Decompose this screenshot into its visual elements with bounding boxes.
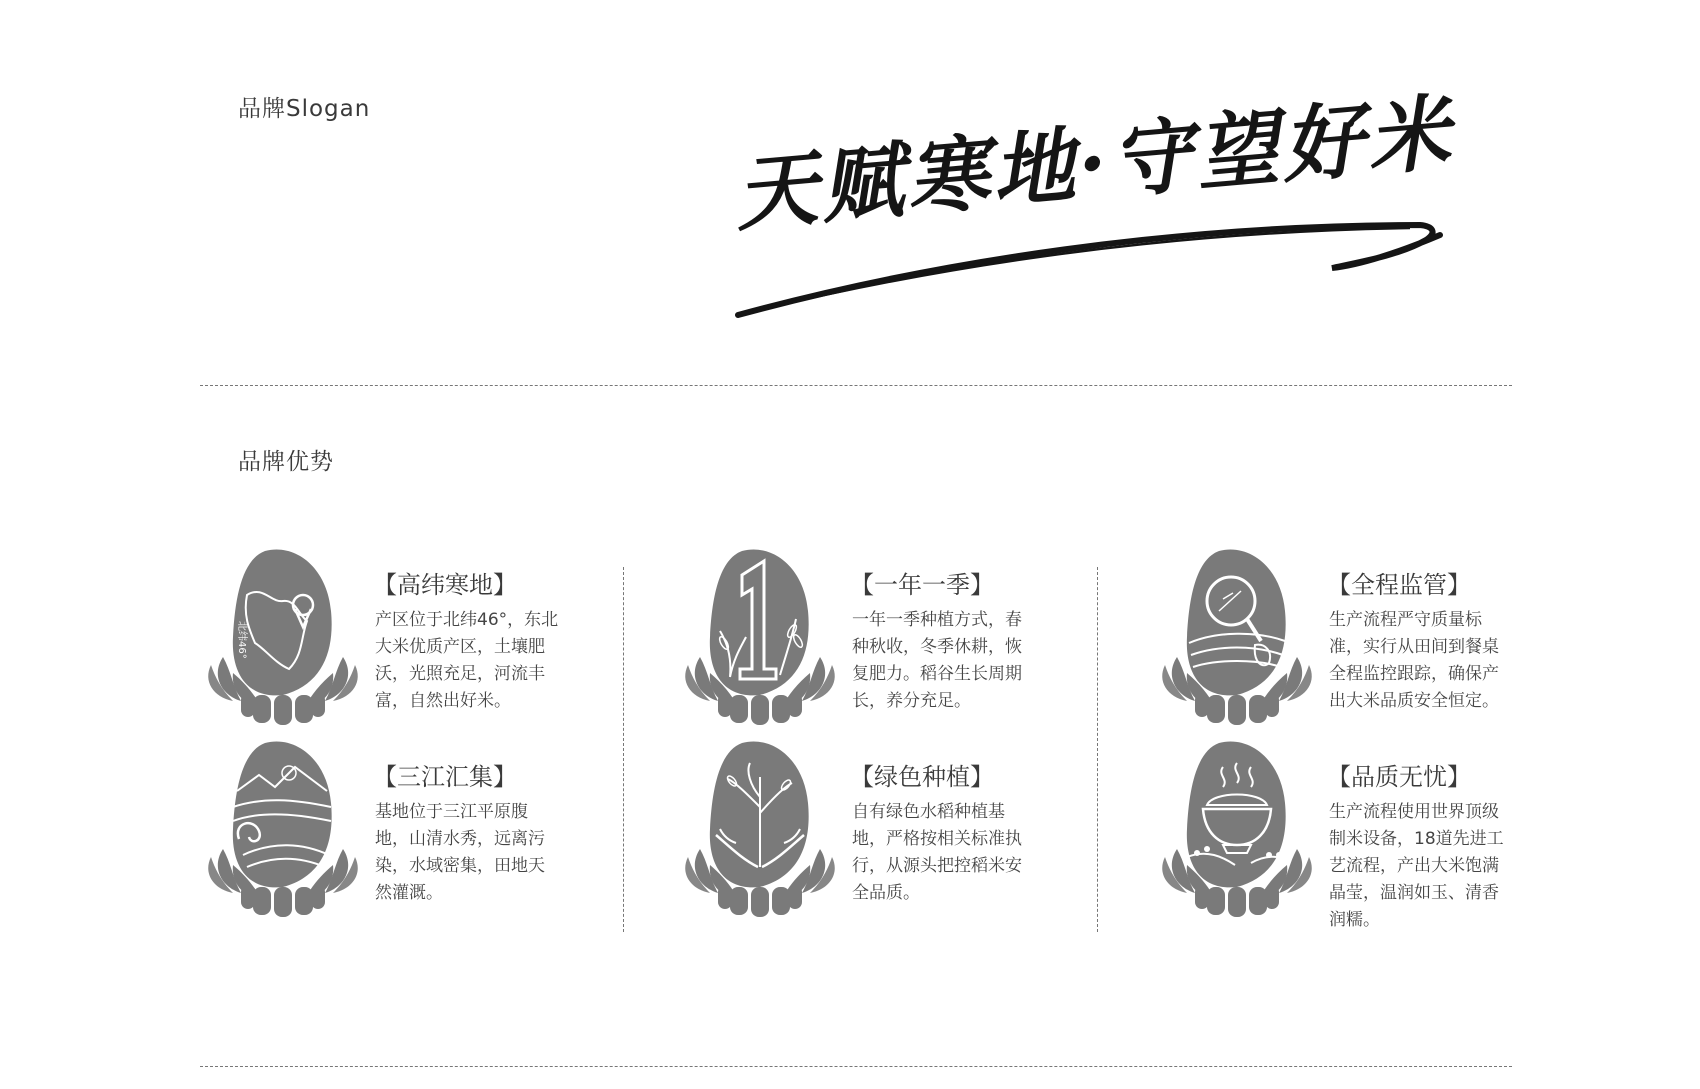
feature-three-rivers <box>203 737 623 922</box>
feature-desc: 生产流程严守质量标准，实行从田间到餐桌全程监控跟踪，确保产出大米品质安全恒定。 <box>1329 610 1499 711</box>
column-divider <box>623 567 624 932</box>
magnifier-field-icon <box>1157 545 1317 725</box>
feature-desc: 一年一季种植方式，春种秋收，冬季休耕，恢复肥力。稻谷生长周期长，养分充足。 <box>852 610 1022 711</box>
feature-quality-assurance <box>1157 737 1577 930</box>
slogan-artwork <box>720 84 1460 325</box>
section-label-slogan: 品牌Slogan <box>238 96 371 122</box>
section-label-advantages: 品牌优势 <box>238 449 334 475</box>
slogan-text: 天赋寒地·守望好米 <box>731 84 1458 244</box>
feature-title: 【一年一季】 <box>850 571 994 599</box>
feature-title: 【高纬寒地】 <box>373 571 517 599</box>
hands-rice-plant-icon <box>680 737 840 917</box>
river-mountain-icon <box>203 737 363 917</box>
feature-title: 【绿色种植】 <box>850 763 994 791</box>
feature-high-latitude <box>203 545 623 730</box>
map-location-icon <box>203 545 363 725</box>
latitude-label: 北纬46° <box>236 621 247 659</box>
feature-title: 【全程监管】 <box>1327 571 1471 599</box>
section-divider <box>200 1066 1512 1067</box>
section-divider <box>200 385 1512 386</box>
number-one-rice-plant-icon <box>680 545 840 725</box>
feature-desc: 自有绿色水稻种植基地，严格按相关标准执行，从源头把控稻米安全品质。 <box>852 802 1022 903</box>
feature-green-planting <box>680 737 1100 922</box>
feature-desc: 生产流程使用世界顶级制米设备，18道先进工艺流程，产出大米饱满晶莹，温润如玉、清香润糯。 <box>1329 802 1504 930</box>
feature-full-supervision <box>1157 545 1577 730</box>
feature-title: 【三江汇集】 <box>373 763 517 791</box>
feature-title: 【品质无忧】 <box>1327 763 1471 791</box>
rice-bowl-icon <box>1157 737 1317 917</box>
feature-desc: 产区位于北纬46°，东北大米优质产区，土壤肥沃，光照充足，河流丰富，自然出好米。 <box>375 610 559 711</box>
feature-desc: 基地位于三江平原腹地，山清水秀，远离污染，水域密集，田地天然灌溉。 <box>375 802 545 903</box>
feature-one-season <box>680 545 1100 730</box>
